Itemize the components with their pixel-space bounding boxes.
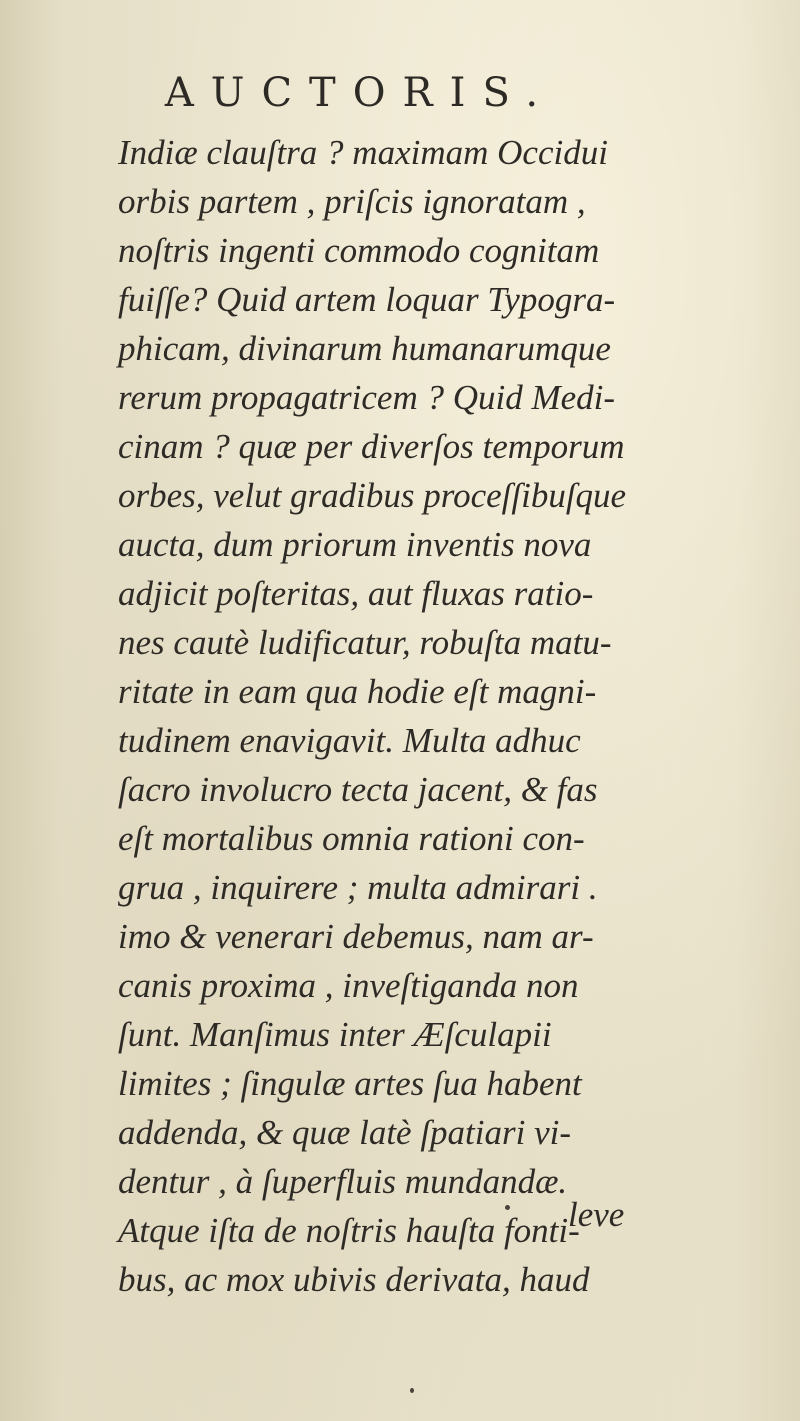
running-head: AUCTORIS.: [164, 70, 556, 116]
ink-speck: [410, 1388, 414, 1393]
text-line: canis proxima , inveſtiganda non: [118, 966, 579, 1005]
text-line: fuiſſe? Quid artem loquar Typogra-: [118, 280, 616, 319]
text-line: bus, ac mox ubivis derivata, haud: [118, 1260, 590, 1299]
text-line: ritate in eam qua hodie eſt magni-: [118, 672, 597, 711]
text-line: adjicit poſteritas, aut fluxas ratio-: [118, 574, 594, 613]
catchword: leve: [568, 1195, 625, 1234]
text-line: aucta, dum priorum inventis nova: [118, 525, 592, 564]
text-line: Atque iſta de noſtris hauſta fonti-: [118, 1211, 580, 1250]
text-line: limites ; ſingulæ artes ſua habent: [118, 1064, 582, 1103]
text-line: cinam ? quæ per diverſos temporum: [118, 427, 625, 466]
text-line: grua , inquirere ; multa admirari .: [118, 868, 598, 907]
text-line: eſt mortalibus omnia rationi con-: [118, 819, 585, 858]
text-line: nes cautè ludificatur, robuſta matu-: [118, 623, 612, 662]
text-line: tudinem enavigavit. Multa adhuc: [118, 721, 581, 760]
text-line: addenda, & quæ latè ſpatiari vi-: [118, 1113, 572, 1152]
body-text: [118, 128, 638, 1304]
text-line: orbis partem , priſcis ignoratam ,: [118, 182, 586, 221]
text-line: ſacro involucro tecta jacent, & fas: [118, 770, 598, 809]
text-line: imo & venerari debemus, nam ar-: [118, 917, 594, 956]
text-line: Indiæ clauſtra ? maximam Occidui: [118, 133, 608, 172]
text-line: orbes, velut gradibus proceſſibuſque: [118, 476, 627, 515]
text-line: phicam, divinarum humanarumque: [118, 329, 611, 368]
text-line: rerum propagatricem ? Quid Medi-: [118, 378, 616, 417]
text-line: dentur , à ſuperfluis mundandæ.: [118, 1162, 568, 1201]
ink-speck: [505, 1205, 510, 1210]
text-line: noſtris ingenti commodo cognitam: [118, 231, 600, 270]
text-line: ſunt. Manſimus inter Æſculapii: [118, 1015, 552, 1054]
